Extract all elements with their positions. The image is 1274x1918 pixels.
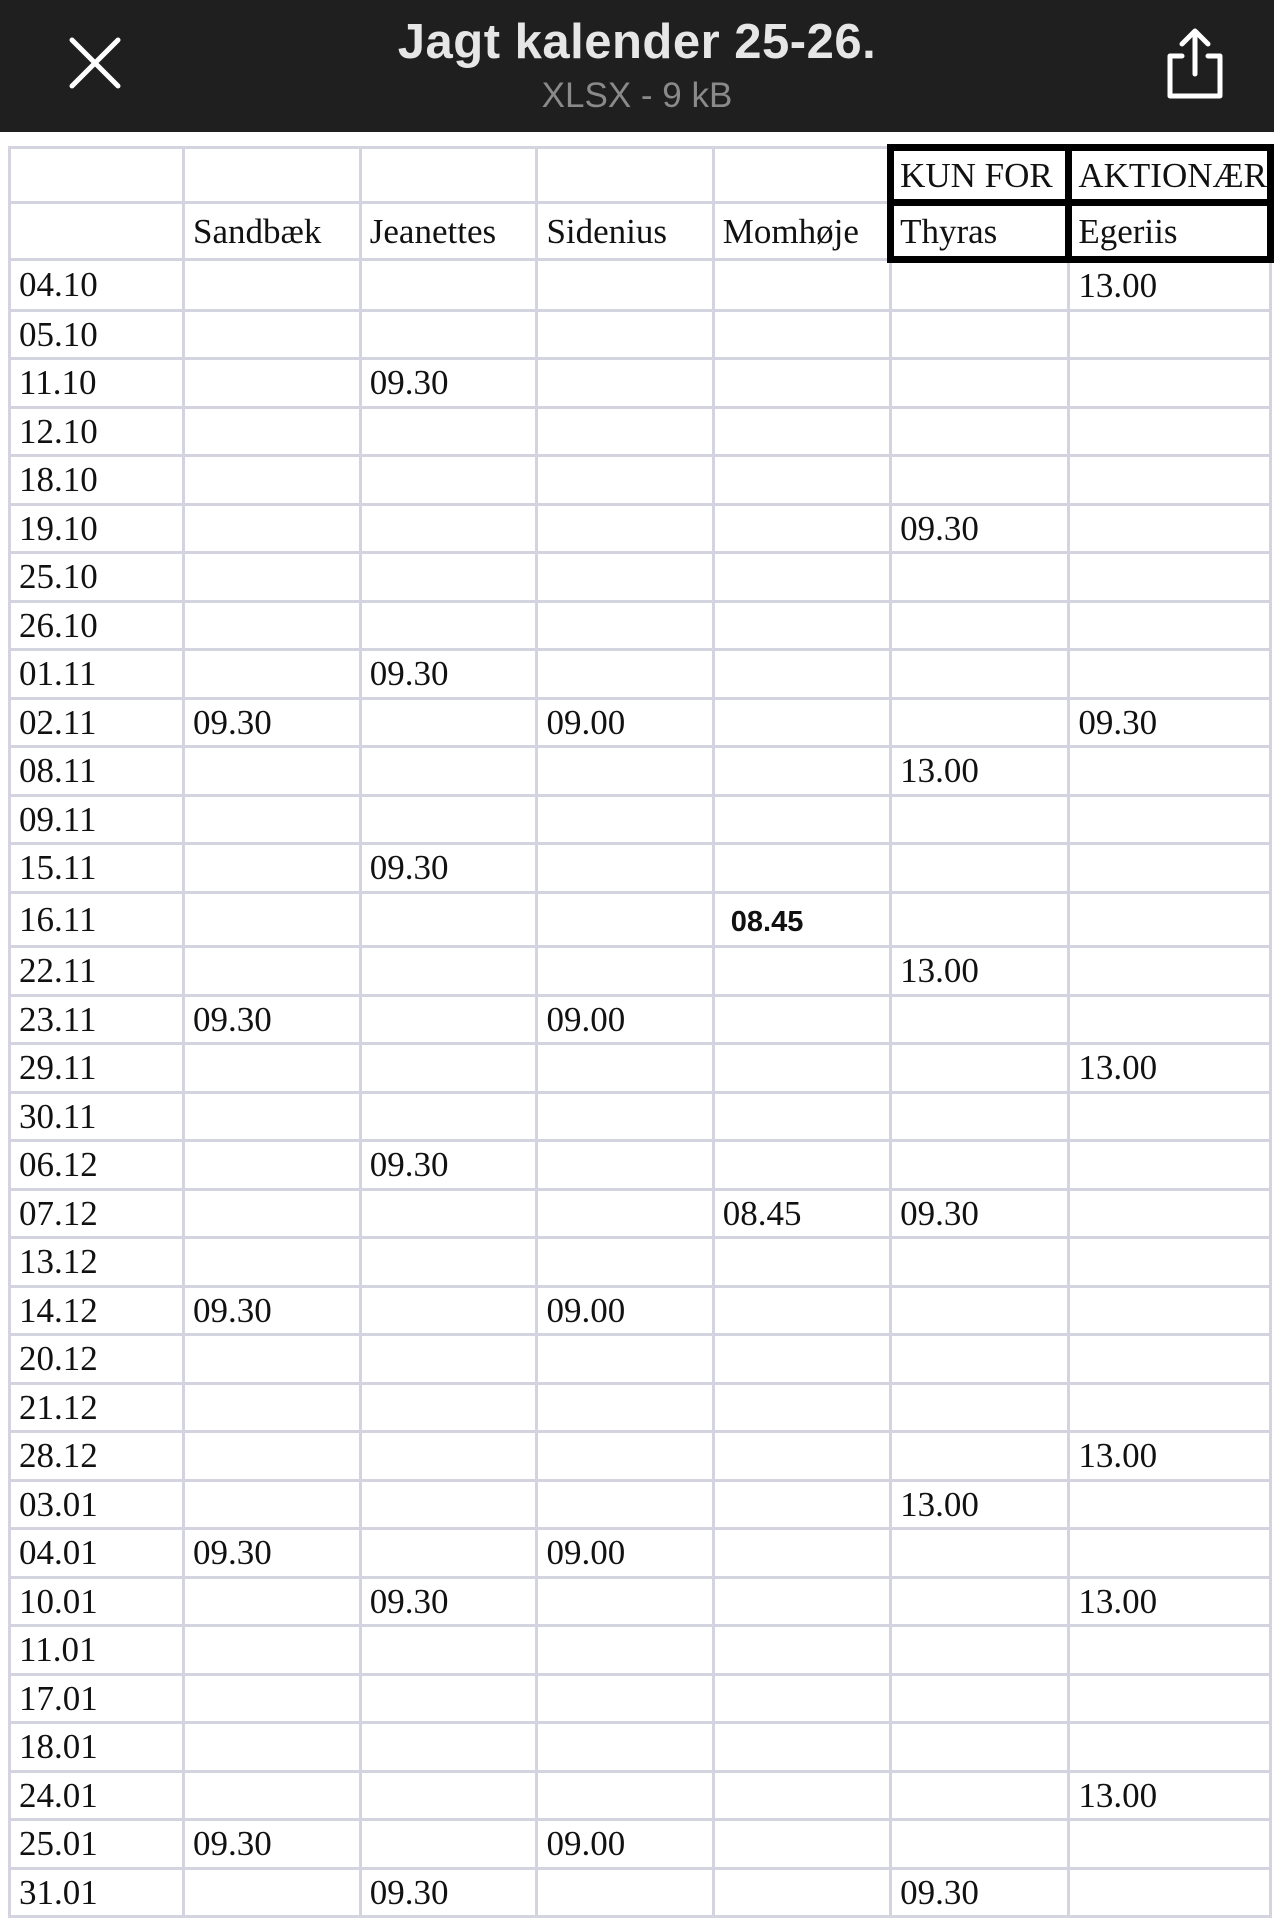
time-cell <box>713 947 890 996</box>
time-cell <box>713 1577 890 1626</box>
time-cell: 09.30 <box>360 359 537 408</box>
date-cell: 09.11 <box>10 795 184 844</box>
time-cell <box>184 650 361 699</box>
time-cell <box>1069 310 1271 359</box>
time-cell <box>360 747 537 796</box>
header-row <box>10 203 1271 260</box>
column-header-sidenius: Sidenius <box>537 203 713 260</box>
table-row <box>10 1529 1271 1578</box>
time-cell: 09.30 <box>891 1189 1069 1238</box>
time-cell <box>1069 892 1271 947</box>
table-row <box>10 1238 1271 1287</box>
time-cell <box>1069 844 1271 893</box>
table-row <box>10 260 1271 311</box>
time-cell <box>713 1092 890 1141</box>
time-cell <box>1069 1868 1271 1917</box>
time-cell <box>891 795 1069 844</box>
time-cell <box>360 1044 537 1093</box>
time-cell <box>713 1335 890 1384</box>
time-cell <box>1069 1480 1271 1529</box>
time-cell <box>360 1092 537 1141</box>
time-cell <box>891 407 1069 456</box>
date-cell: 17.01 <box>10 1674 184 1723</box>
date-cell: 20.12 <box>10 1335 184 1384</box>
time-cell <box>713 601 890 650</box>
date-cell: 25.01 <box>10 1820 184 1869</box>
table-row <box>10 698 1271 747</box>
time-cell: 08.45 <box>713 1189 890 1238</box>
time-cell <box>537 310 713 359</box>
table-row <box>10 747 1271 796</box>
table-row <box>10 1626 1271 1675</box>
time-cell <box>537 601 713 650</box>
date-cell: 11.10 <box>10 359 184 408</box>
date-cell: 25.10 <box>10 553 184 602</box>
time-cell <box>713 310 890 359</box>
time-cell: 13.00 <box>1069 260 1271 311</box>
time-cell <box>1069 407 1271 456</box>
date-cell: 28.12 <box>10 1432 184 1481</box>
table-row <box>10 1674 1271 1723</box>
time-cell: 09.00 <box>537 995 713 1044</box>
time-cell: 09.00 <box>537 1286 713 1335</box>
time-cell <box>713 1286 890 1335</box>
time-cell <box>360 1335 537 1384</box>
time-cell <box>1069 1335 1271 1384</box>
time-cell <box>537 1044 713 1093</box>
time-cell <box>1069 1383 1271 1432</box>
column-header-egeriis: Egeriis <box>1069 203 1271 260</box>
time-cell <box>891 1092 1069 1141</box>
time-cell <box>184 1868 361 1917</box>
time-cell <box>184 359 361 408</box>
time-cell <box>537 747 713 796</box>
date-cell: 18.10 <box>10 456 184 505</box>
time-cell <box>891 456 1069 505</box>
time-cell <box>1069 650 1271 699</box>
document-title: Jagt kalender 25-26. <box>397 15 877 69</box>
share-button[interactable] <box>1160 26 1230 102</box>
date-cell: 10.01 <box>10 1577 184 1626</box>
time-cell <box>713 407 890 456</box>
time-cell <box>360 456 537 505</box>
time-cell <box>537 1868 713 1917</box>
time-cell: 13.00 <box>891 1480 1069 1529</box>
table-row <box>10 1480 1271 1529</box>
table-cell <box>10 148 184 203</box>
time-cell <box>713 698 890 747</box>
time-cell <box>537 359 713 408</box>
time-cell <box>184 1383 361 1432</box>
time-cell <box>537 1626 713 1675</box>
table-row <box>10 1189 1271 1238</box>
time-cell: 09.00 <box>537 1529 713 1578</box>
time-cell <box>891 1674 1069 1723</box>
time-cell <box>713 260 890 311</box>
time-cell <box>184 1577 361 1626</box>
document-subtitle: XLSX - 9 kB <box>541 76 733 115</box>
date-cell: 29.11 <box>10 1044 184 1093</box>
date-cell: 22.11 <box>10 947 184 996</box>
table-row <box>10 1335 1271 1384</box>
time-cell <box>1069 1674 1271 1723</box>
time-cell <box>360 892 537 947</box>
time-cell <box>360 947 537 996</box>
time-cell <box>891 1141 1069 1190</box>
date-cell: 01.11 <box>10 650 184 699</box>
time-cell <box>184 504 361 553</box>
date-cell: 04.01 <box>10 1529 184 1578</box>
time-cell <box>1069 747 1271 796</box>
time-cell: 09.30 <box>184 698 361 747</box>
time-cell <box>360 1480 537 1529</box>
time-cell <box>184 947 361 996</box>
table-row <box>10 1092 1271 1141</box>
time-cell <box>713 504 890 553</box>
date-cell: 21.12 <box>10 1383 184 1432</box>
time-cell <box>1069 795 1271 844</box>
date-cell: 18.01 <box>10 1723 184 1772</box>
table-row <box>10 650 1271 699</box>
time-cell <box>713 1723 890 1772</box>
time-cell <box>537 795 713 844</box>
table-row <box>10 1141 1271 1190</box>
time-cell <box>184 1238 361 1287</box>
column-header-jeanettes: Jeanettes <box>360 203 537 260</box>
header-row-top <box>10 148 1271 203</box>
time-cell <box>537 553 713 602</box>
time-cell <box>184 1674 361 1723</box>
time-cell <box>713 844 890 893</box>
time-cell <box>537 1383 713 1432</box>
time-cell <box>360 1820 537 1869</box>
date-cell: 19.10 <box>10 504 184 553</box>
table-row <box>10 995 1271 1044</box>
date-cell: 14.12 <box>10 1286 184 1335</box>
time-cell <box>891 260 1069 311</box>
time-cell: 09.30 <box>891 504 1069 553</box>
time-cell <box>360 1432 537 1481</box>
date-cell: 06.12 <box>10 1141 184 1190</box>
spreadsheet-table <box>8 144 1274 1918</box>
time-cell <box>184 1141 361 1190</box>
time-cell <box>360 698 537 747</box>
time-cell <box>1069 995 1271 1044</box>
time-cell <box>891 1383 1069 1432</box>
time-cell <box>713 1868 890 1917</box>
time-cell <box>891 1577 1069 1626</box>
time-cell <box>184 1189 361 1238</box>
time-cell <box>360 1771 537 1820</box>
time-cell <box>713 1383 890 1432</box>
time-cell: 09.30 <box>360 1141 537 1190</box>
time-cell <box>1069 1189 1271 1238</box>
table-row <box>10 1286 1271 1335</box>
time-cell <box>360 601 537 650</box>
time-cell <box>891 1286 1069 1335</box>
time-cell <box>360 1674 537 1723</box>
time-cell <box>360 1529 537 1578</box>
table-row <box>10 1383 1271 1432</box>
time-cell <box>537 1432 713 1481</box>
date-cell: 31.01 <box>10 1868 184 1917</box>
column-header-sandbaek: Sandbæk <box>184 203 361 260</box>
time-cell <box>184 407 361 456</box>
table-row <box>10 892 1271 947</box>
time-cell <box>713 1674 890 1723</box>
time-cell <box>184 601 361 650</box>
time-cell <box>891 1723 1069 1772</box>
time-cell <box>360 795 537 844</box>
time-cell <box>1069 553 1271 602</box>
time-cell <box>891 1771 1069 1820</box>
time-cell <box>1069 1238 1271 1287</box>
date-cell: 15.11 <box>10 844 184 893</box>
date-cell: 11.01 <box>10 1626 184 1675</box>
time-cell <box>713 1141 890 1190</box>
time-cell <box>713 1820 890 1869</box>
time-cell <box>537 504 713 553</box>
table-row <box>10 947 1271 996</box>
time-cell <box>713 359 890 408</box>
share-icon <box>1160 26 1230 102</box>
table-row <box>10 310 1271 359</box>
column-header-date <box>10 203 184 260</box>
time-cell <box>537 1238 713 1287</box>
time-cell <box>537 1723 713 1772</box>
time-cell <box>713 1432 890 1481</box>
time-cell <box>184 1771 361 1820</box>
time-cell <box>891 310 1069 359</box>
time-cell: 13.00 <box>891 947 1069 996</box>
time-cell <box>713 456 890 505</box>
time-cell: 09.30 <box>360 1868 537 1917</box>
time-cell <box>537 844 713 893</box>
time-cell <box>1069 456 1271 505</box>
time-cell <box>891 1238 1069 1287</box>
date-cell: 26.10 <box>10 601 184 650</box>
table-row <box>10 795 1271 844</box>
table-row <box>10 1820 1271 1869</box>
time-cell <box>1069 1141 1271 1190</box>
date-cell: 05.10 <box>10 310 184 359</box>
time-cell <box>891 1335 1069 1384</box>
time-cell: 13.00 <box>891 747 1069 796</box>
time-cell <box>537 1674 713 1723</box>
time-cell: 13.00 <box>1069 1771 1271 1820</box>
time-cell <box>891 1820 1069 1869</box>
time-cell <box>537 1335 713 1384</box>
time-cell <box>184 1044 361 1093</box>
time-cell <box>360 1189 537 1238</box>
time-cell: 09.30 <box>184 1529 361 1578</box>
time-cell <box>184 1480 361 1529</box>
table-cell <box>360 148 537 203</box>
banner-cell-kun-for: KUN FOR <box>891 148 1069 203</box>
table-row <box>10 407 1271 456</box>
time-cell <box>713 1626 890 1675</box>
time-cell <box>537 1189 713 1238</box>
date-cell: 02.11 <box>10 698 184 747</box>
table-cell <box>713 148 890 203</box>
time-cell <box>360 995 537 1044</box>
time-cell: 09.30 <box>184 1820 361 1869</box>
date-cell: 24.01 <box>10 1771 184 1820</box>
time-cell <box>713 1044 890 1093</box>
date-cell: 16.11 <box>10 892 184 947</box>
time-cell <box>713 1771 890 1820</box>
date-cell: 07.12 <box>10 1189 184 1238</box>
time-cell: 13.00 <box>1069 1044 1271 1093</box>
time-cell <box>360 310 537 359</box>
time-cell <box>713 995 890 1044</box>
time-cell <box>360 1238 537 1287</box>
table-cell <box>184 148 361 203</box>
time-cell <box>184 553 361 602</box>
time-cell <box>360 1286 537 1335</box>
time-cell <box>891 995 1069 1044</box>
column-header-momhoje: Momhøje <box>713 203 890 260</box>
time-cell: 13.00 <box>1069 1432 1271 1481</box>
time-cell <box>713 1238 890 1287</box>
time-cell <box>537 1577 713 1626</box>
time-cell: 09.30 <box>360 650 537 699</box>
date-cell: 30.11 <box>10 1092 184 1141</box>
time-cell <box>537 407 713 456</box>
time-cell: 09.30 <box>360 1577 537 1626</box>
date-cell: 03.01 <box>10 1480 184 1529</box>
top-bar <box>0 0 1274 132</box>
time-cell <box>360 1723 537 1772</box>
time-cell <box>537 1480 713 1529</box>
time-cell <box>891 601 1069 650</box>
time-cell <box>891 553 1069 602</box>
time-cell <box>891 1529 1069 1578</box>
table-row <box>10 553 1271 602</box>
date-cell: 08.11 <box>10 747 184 796</box>
date-cell: 04.10 <box>10 260 184 311</box>
column-header-thyras: Thyras <box>891 203 1069 260</box>
time-cell <box>537 947 713 996</box>
table-row <box>10 456 1271 505</box>
time-cell: 13.00 <box>1069 1577 1271 1626</box>
table-row <box>10 1432 1271 1481</box>
time-cell <box>1069 1723 1271 1772</box>
time-cell <box>537 1092 713 1141</box>
time-cell: 09.30 <box>184 1286 361 1335</box>
time-cell <box>891 698 1069 747</box>
time-cell: 09.30 <box>360 844 537 893</box>
time-cell <box>184 892 361 947</box>
time-cell <box>360 1383 537 1432</box>
time-cell: 09.30 <box>1069 698 1271 747</box>
time-cell <box>184 844 361 893</box>
table-row <box>10 1771 1271 1820</box>
time-cell <box>537 650 713 699</box>
time-cell: 09.30 <box>891 1868 1069 1917</box>
time-cell <box>1069 1626 1271 1675</box>
time-cell: 09.00 <box>537 1820 713 1869</box>
time-cell <box>891 1432 1069 1481</box>
table-row <box>10 1577 1271 1626</box>
date-cell: 23.11 <box>10 995 184 1044</box>
time-cell <box>713 1529 890 1578</box>
time-cell <box>537 260 713 311</box>
table-row <box>10 504 1271 553</box>
time-cell <box>713 650 890 699</box>
time-cell <box>360 1626 537 1675</box>
time-cell <box>713 747 890 796</box>
time-cell <box>1069 601 1271 650</box>
time-cell: 09.30 <box>184 995 361 1044</box>
time-cell <box>891 844 1069 893</box>
time-cell <box>537 892 713 947</box>
time-cell <box>1069 1092 1271 1141</box>
time-cell <box>537 1141 713 1190</box>
time-cell <box>360 504 537 553</box>
time-cell <box>713 795 890 844</box>
time-cell <box>184 456 361 505</box>
time-cell <box>184 260 361 311</box>
time-cell: 09.00 <box>537 698 713 747</box>
time-cell <box>891 892 1069 947</box>
time-cell <box>1069 1820 1271 1869</box>
time-cell <box>184 1092 361 1141</box>
time-cell <box>184 1723 361 1772</box>
time-cell <box>537 1771 713 1820</box>
table-row <box>10 844 1271 893</box>
table-row <box>10 359 1271 408</box>
table-row <box>10 1868 1271 1917</box>
time-cell <box>184 795 361 844</box>
table-cell <box>537 148 713 203</box>
time-cell <box>184 1432 361 1481</box>
time-cell <box>1069 1286 1271 1335</box>
time-cell <box>184 747 361 796</box>
date-cell: 13.12 <box>10 1238 184 1287</box>
time-cell: 08.45 <box>713 892 890 947</box>
time-cell <box>891 1044 1069 1093</box>
table-row <box>10 1723 1271 1772</box>
table-row <box>10 1044 1271 1093</box>
time-cell <box>360 553 537 602</box>
time-cell <box>891 1626 1069 1675</box>
time-cell <box>713 553 890 602</box>
time-cell <box>537 456 713 505</box>
time-cell <box>1069 947 1271 996</box>
time-cell <box>184 1335 361 1384</box>
time-cell <box>184 310 361 359</box>
time-cell <box>1069 1529 1271 1578</box>
time-cell <box>360 260 537 311</box>
time-cell <box>1069 359 1271 408</box>
time-cell <box>713 1480 890 1529</box>
banner-cell-aktionaer: AKTIONÆR <box>1069 148 1271 203</box>
time-cell <box>891 359 1069 408</box>
time-cell <box>891 650 1069 699</box>
time-cell <box>1069 504 1271 553</box>
time-cell <box>184 1626 361 1675</box>
date-cell: 12.10 <box>10 407 184 456</box>
time-cell <box>360 407 537 456</box>
table-row <box>10 601 1271 650</box>
